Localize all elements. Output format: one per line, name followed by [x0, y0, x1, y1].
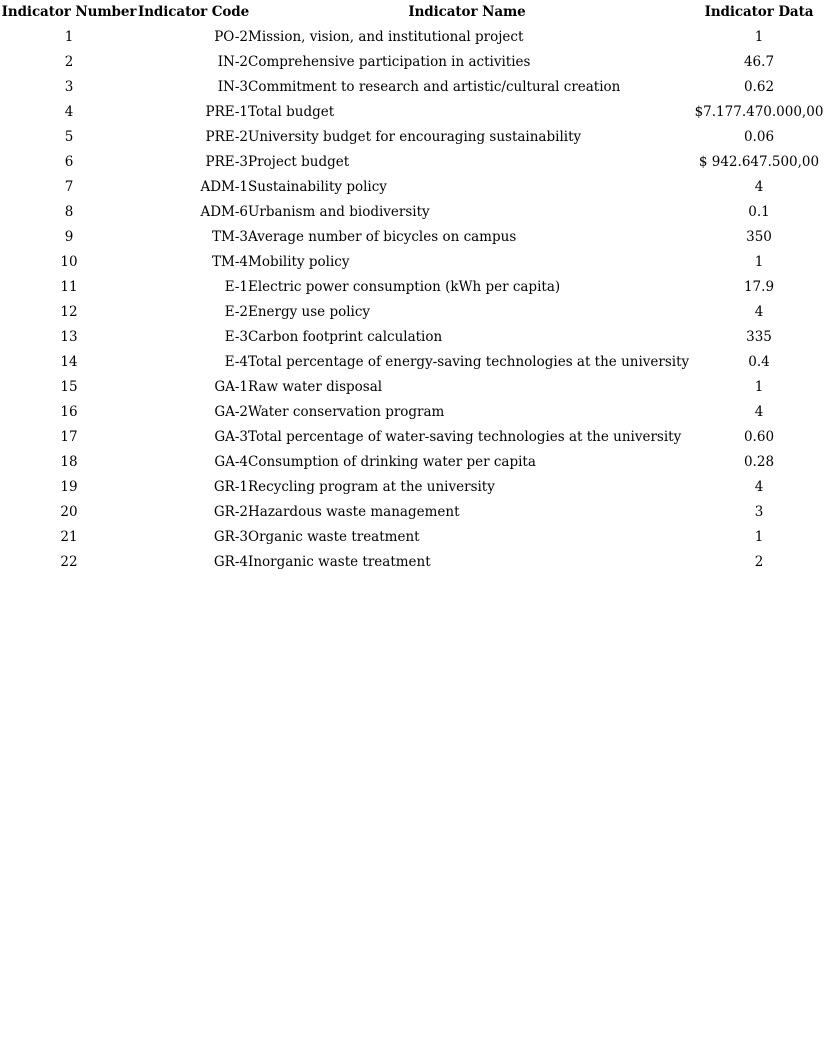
cell-indicator-data: 1	[754, 29, 764, 45]
cell-indicator-name: Mission, vision, and institutional project	[248, 29, 524, 45]
cell-indicator-code: GR-3	[213, 529, 248, 545]
cell-indicator-number: 6	[64, 154, 74, 170]
cell-indicator-name: Mobility policy	[248, 254, 350, 270]
table-row	[0, 500, 832, 525]
cell-indicator-name: Recycling program at the university	[248, 479, 495, 495]
cell-indicator-name: Consumption of drinking water per capita	[248, 454, 536, 470]
cell-indicator-data: 4	[754, 179, 764, 195]
cell-indicator-code: PRE-2	[205, 129, 248, 145]
cell-indicator-code: TM-4	[212, 254, 248, 270]
cell-indicator-name: Hazardous waste management	[248, 504, 460, 520]
cell-indicator-number: 21	[60, 529, 78, 545]
cell-indicator-number: 12	[60, 304, 78, 320]
cell-indicator-code: PO-2	[214, 29, 248, 45]
table-row	[0, 275, 832, 300]
cell-indicator-name: Commitment to research and artistic/cultural creation	[248, 79, 621, 95]
table-row	[0, 50, 832, 75]
cell-indicator-data: 0.62	[743, 79, 775, 95]
cell-indicator-name: Energy use policy	[248, 304, 371, 320]
cell-indicator-data: 0.06	[743, 129, 775, 145]
cell-indicator-number: 2	[64, 54, 74, 70]
cell-indicator-number: 10	[60, 254, 78, 270]
cell-indicator-data: 3	[754, 504, 764, 520]
cell-indicator-number: 16	[60, 404, 78, 420]
cell-indicator-name: Organic waste treatment	[248, 529, 420, 545]
cell-indicator-code: IN-2	[217, 54, 248, 70]
cell-indicator-number: 7	[64, 179, 74, 195]
cell-indicator-name: Urbanism and biodiversity	[248, 204, 430, 220]
cell-indicator-code: GA-1	[214, 379, 248, 395]
cell-indicator-name: Total budget	[248, 104, 335, 120]
cell-indicator-data: 17.9	[743, 279, 775, 295]
cell-indicator-data: 0.1	[748, 204, 770, 220]
cell-indicator-code: GA-4	[214, 454, 248, 470]
cell-indicator-number: 1	[64, 29, 74, 45]
cell-indicator-code: PRE-3	[205, 154, 248, 170]
table-row	[0, 225, 832, 250]
cell-indicator-code: GA-2	[214, 404, 248, 420]
table-header-row	[0, 0, 832, 25]
column-header-indicator-number: Indicator Number	[1, 4, 137, 20]
cell-indicator-data: 1	[754, 254, 764, 270]
cell-indicator-data: 0.4	[748, 354, 770, 370]
table-row	[0, 525, 832, 550]
cell-indicator-data: 0.60	[743, 429, 775, 445]
cell-indicator-number: 5	[64, 129, 74, 145]
cell-indicator-name: Comprehensive participation in activities	[248, 54, 531, 70]
cell-indicator-name: Sustainability policy	[248, 179, 387, 195]
cell-indicator-code: GA-3	[214, 429, 248, 445]
table-row	[0, 250, 832, 275]
cell-indicator-name: Project budget	[248, 154, 350, 170]
cell-indicator-code: TM-3	[212, 229, 248, 245]
cell-indicator-number: 20	[60, 504, 78, 520]
cell-indicator-code: ADM-1	[200, 179, 248, 195]
table-row	[0, 75, 832, 100]
cell-indicator-number: 11	[60, 279, 78, 295]
table-row	[0, 475, 832, 500]
cell-indicator-number: 3	[64, 79, 74, 95]
table-row	[0, 100, 832, 125]
table-row	[0, 200, 832, 225]
table-row	[0, 350, 832, 375]
cell-indicator-code: E-4	[224, 354, 248, 370]
cell-indicator-code: E-2	[224, 304, 248, 320]
table-row	[0, 150, 832, 175]
cell-indicator-name: Water conservation program	[248, 404, 445, 420]
table-row	[0, 175, 832, 200]
column-header-indicator-code: Indicator Code	[138, 4, 250, 20]
cell-indicator-code: GR-4	[213, 554, 248, 570]
cell-indicator-data: 0.28	[743, 454, 775, 470]
table-row	[0, 325, 832, 350]
table-row	[0, 375, 832, 400]
cell-indicator-data: 4	[754, 479, 764, 495]
cell-indicator-name: Electric power consumption (kWh per capita)	[248, 279, 561, 295]
cell-indicator-data: 4	[754, 404, 764, 420]
cell-indicator-data: 1	[754, 379, 764, 395]
cell-indicator-name: University budget for encouraging sustainability	[248, 129, 582, 145]
table-header	[0, 0, 832, 25]
cell-indicator-name: Total percentage of energy-saving technologies at the university	[248, 354, 690, 370]
cell-indicator-data: $7.177.470.000,00	[694, 104, 824, 120]
cell-indicator-number: 17	[60, 429, 78, 445]
cell-indicator-code: E-1	[224, 279, 248, 295]
table-row	[0, 300, 832, 325]
cell-indicator-number: 15	[60, 379, 78, 395]
table-row	[0, 550, 832, 575]
table-row	[0, 450, 832, 475]
cell-indicator-number: 22	[60, 554, 78, 570]
cell-indicator-name: Average number of bicycles on campus	[248, 229, 517, 245]
cell-indicator-name: Raw water disposal	[248, 379, 383, 395]
cell-indicator-code: PRE-1	[205, 104, 248, 120]
cell-indicator-number: 19	[60, 479, 78, 495]
table-row	[0, 125, 832, 150]
table-body	[0, 25, 832, 575]
cell-indicator-number: 18	[60, 454, 78, 470]
cell-indicator-number: 14	[60, 354, 78, 370]
cell-indicator-data: 2	[754, 554, 764, 570]
cell-indicator-name: Total percentage of water-saving technologies at the university	[248, 429, 682, 445]
cell-indicator-code: IN-3	[217, 79, 248, 95]
cell-indicator-code: E-3	[224, 329, 248, 345]
cell-indicator-data: $ 942.647.500,00	[698, 154, 820, 170]
cell-indicator-code: GR-1	[213, 479, 248, 495]
cell-indicator-data: 350	[746, 229, 772, 245]
cell-indicator-name: Carbon footprint calculation	[248, 329, 443, 345]
table-row	[0, 25, 832, 50]
column-header-indicator-data: Indicator Data	[704, 4, 814, 20]
cell-indicator-number: 4	[64, 104, 74, 120]
cell-indicator-code: ADM-6	[200, 204, 248, 220]
cell-indicator-data: 46.7	[743, 54, 775, 70]
cell-indicator-number: 8	[64, 204, 74, 220]
cell-indicator-number: 9	[64, 229, 74, 245]
column-header-indicator-name: Indicator Name	[408, 4, 526, 20]
cell-indicator-name: Inorganic waste treatment	[248, 554, 431, 570]
cell-indicator-code: GR-2	[213, 504, 248, 520]
table-row	[0, 400, 832, 425]
cell-indicator-number: 13	[60, 329, 78, 345]
cell-indicator-data: 4	[754, 304, 764, 320]
table-row	[0, 425, 832, 450]
cell-indicator-data: 335	[746, 329, 772, 345]
cell-indicator-data: 1	[754, 529, 764, 545]
